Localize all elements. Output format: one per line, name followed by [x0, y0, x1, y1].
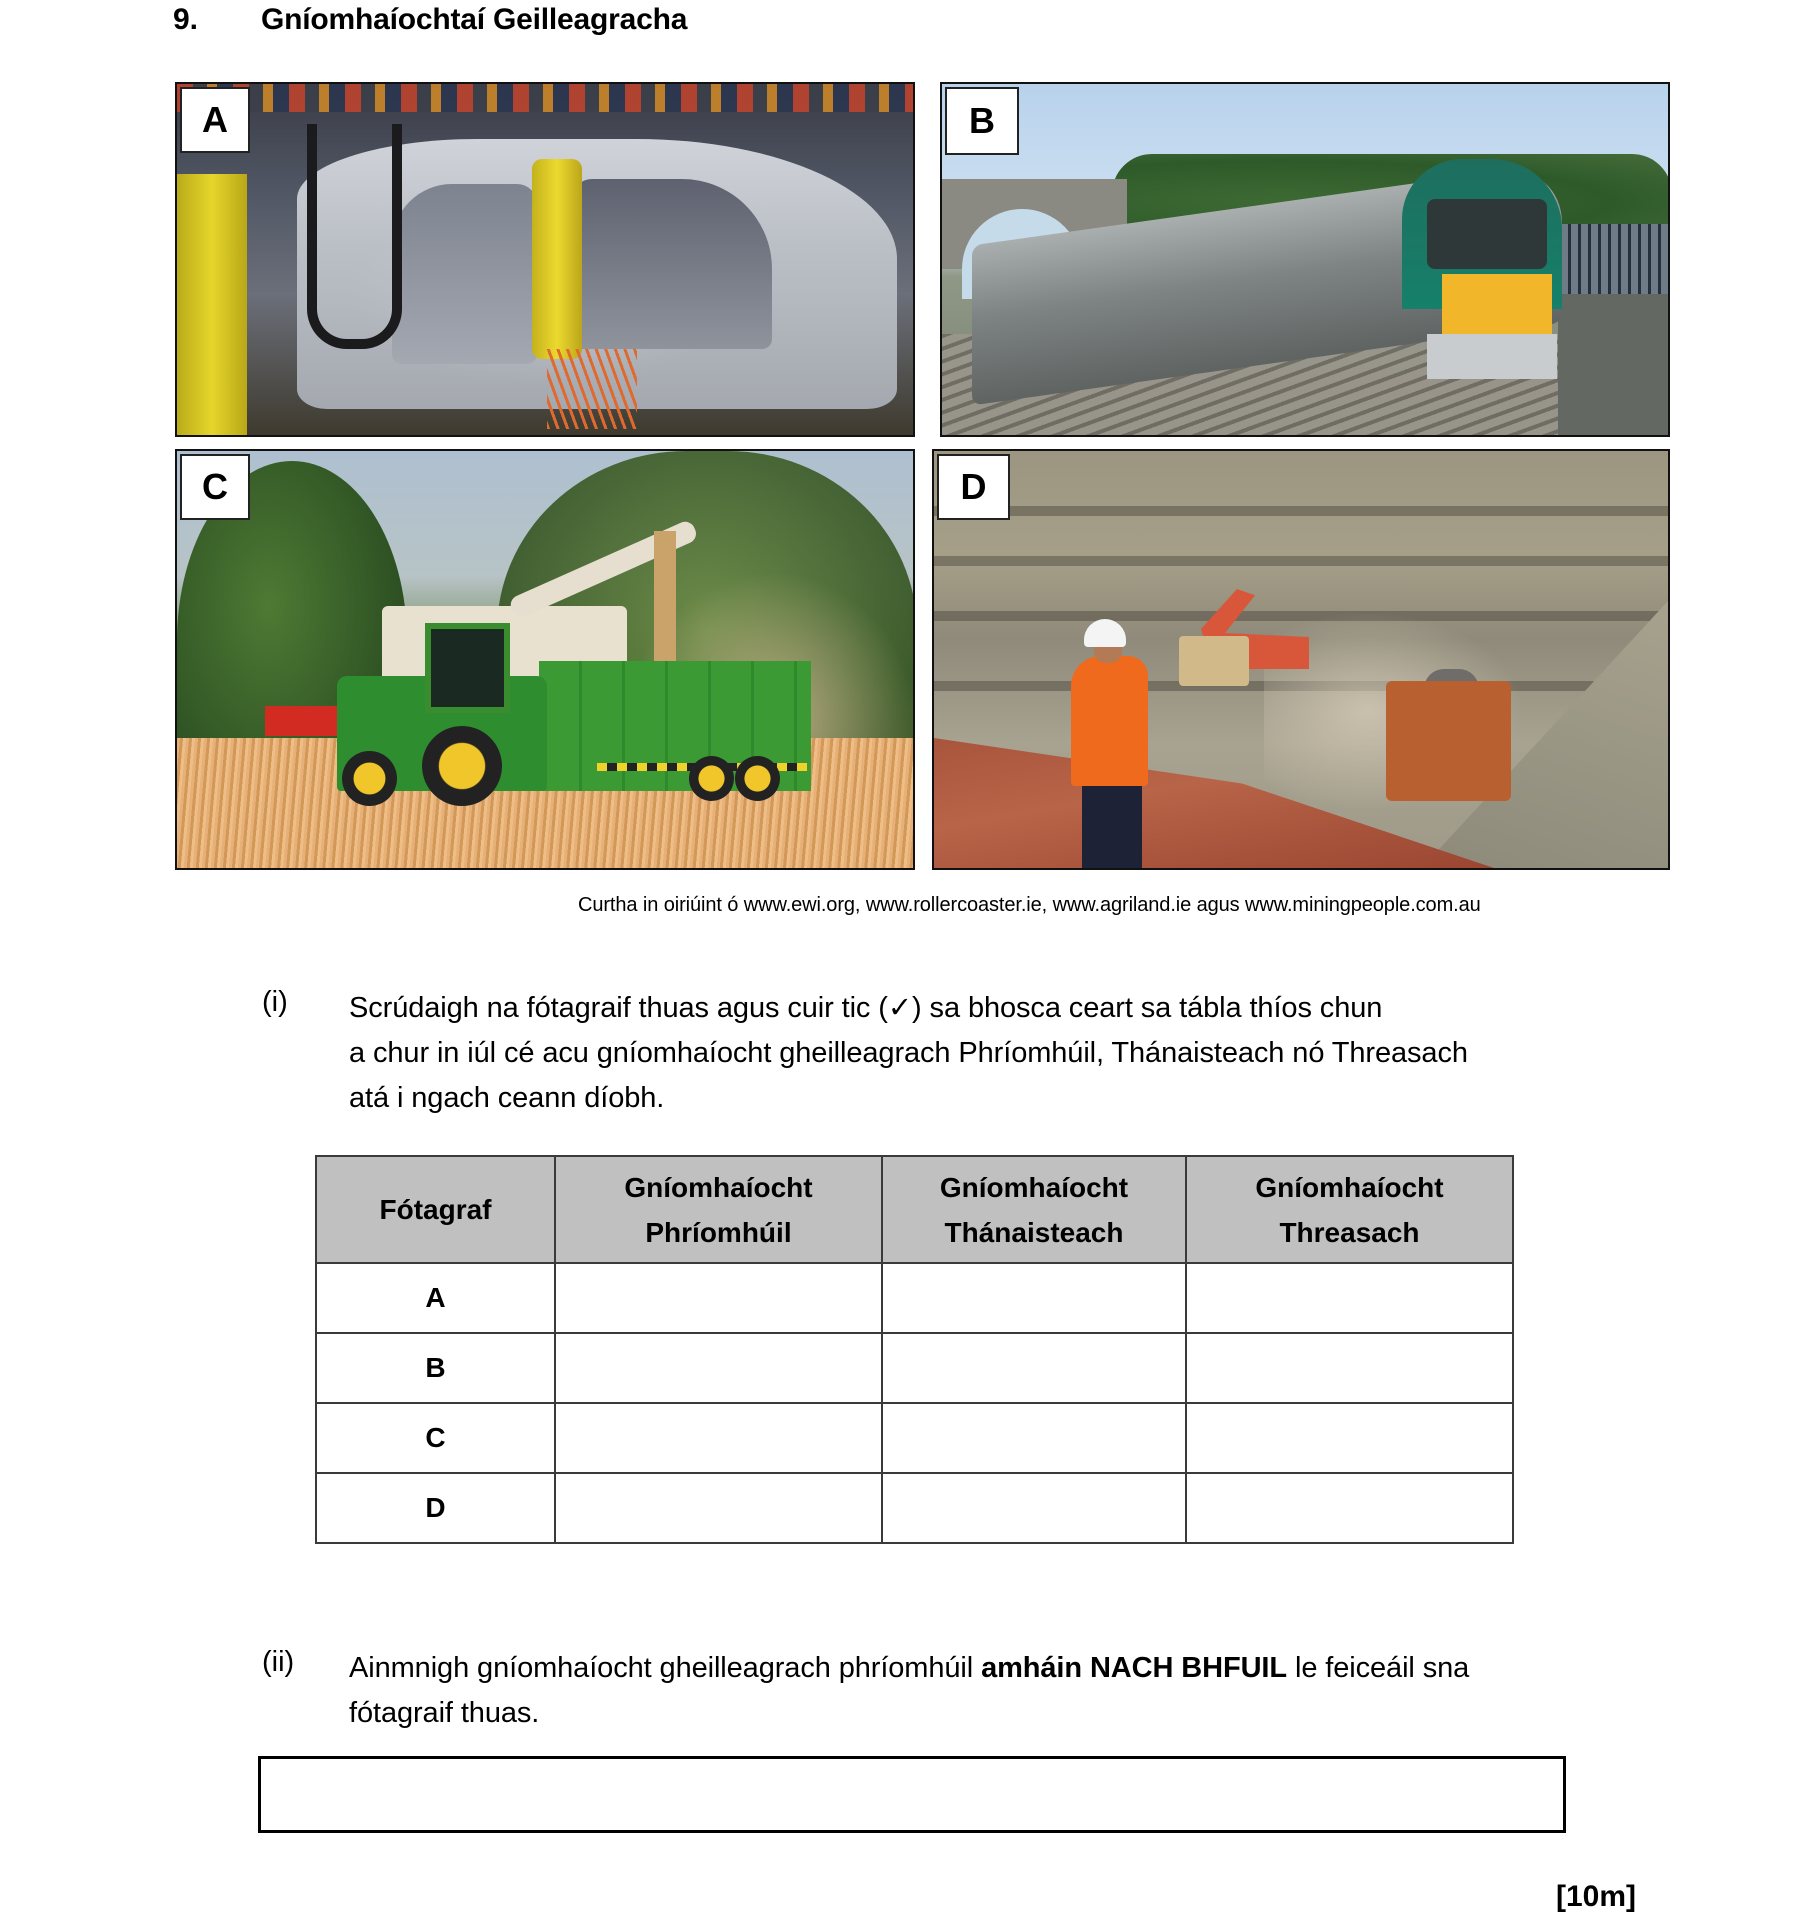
part-ii-text-emphasis: amháin NACH BHFUIL: [981, 1652, 1288, 1684]
tick-box-a-secondary[interactable]: [882, 1263, 1186, 1333]
tick-box-b-tertiary[interactable]: [1186, 1333, 1513, 1403]
tick-box-d-tertiary[interactable]: [1186, 1473, 1513, 1543]
header-photo-label: Fótagraf: [379, 1194, 492, 1225]
header-secondary: [882, 1156, 1186, 1263]
train-windscreen: [1427, 199, 1547, 269]
header-tertiary-line1: Gníomhaíocht: [1255, 1171, 1444, 1203]
header-photo: [316, 1156, 555, 1263]
robot-arm: [532, 159, 582, 359]
header-tertiary-line2: Threasach: [1279, 1216, 1420, 1248]
tick-box-a-primary[interactable]: [555, 1263, 882, 1333]
part-i-number: (i): [262, 986, 288, 1018]
haul-truck-small: [1179, 636, 1249, 686]
part-ii-number: (ii): [262, 1646, 295, 1678]
part-i-line-3: atá i ngach ceann díobh.: [349, 1082, 665, 1114]
table-row-a: [316, 1263, 1513, 1333]
tractor-cab: [425, 623, 510, 713]
part-ii-text: [349, 1646, 1669, 1736]
photo-label-b: B: [945, 87, 1019, 155]
tick-box-c-secondary[interactable]: [882, 1403, 1186, 1473]
factory-background: [177, 84, 913, 112]
tick-box-a-tertiary[interactable]: [1186, 1263, 1513, 1333]
platform-fence: [1558, 224, 1668, 304]
photo-a-car-factory: [175, 82, 915, 437]
train-yellow-front: [1442, 274, 1552, 334]
part-ii-text-post: le feiceáil sna: [1287, 1652, 1470, 1684]
tick-box-d-secondary[interactable]: [882, 1473, 1186, 1543]
car-rear-door-opening: [392, 184, 537, 364]
tick-box-c-primary[interactable]: [555, 1403, 882, 1473]
header-primary-line2: Phríomhúil: [645, 1216, 792, 1248]
header-secondary-line2: Thánaisteach: [944, 1216, 1124, 1248]
row-label-d: D: [316, 1473, 555, 1543]
table-header-row: [316, 1156, 1513, 1263]
pit-terrace: [934, 506, 1668, 516]
part-ii-line-2: fótagraif thuas.: [349, 1697, 540, 1729]
worker-hard-hat: [1084, 619, 1126, 647]
answer-box-part-ii[interactable]: [258, 1756, 1566, 1833]
part-i-text: [349, 986, 1669, 1121]
platform: [1558, 294, 1668, 437]
worker-legs: [1082, 781, 1142, 870]
trailer-wheel: [735, 756, 780, 801]
classification-table: [315, 1155, 1514, 1544]
part-i-line-1: Scrúdaigh na fótagraif thuas agus cuir tic (✓) sa bhosca ceart sa tábla thíos chun: [349, 992, 1383, 1024]
photo-label-c: C: [180, 454, 250, 520]
row-label-b: B: [316, 1333, 555, 1403]
train-bumper: [1427, 334, 1557, 379]
grain-stream: [654, 531, 676, 661]
part-ii-line-1: [349, 1646, 1669, 1691]
photo-b-train: [940, 82, 1670, 437]
photo-c-harvest: [175, 449, 915, 870]
photo-label-a: A: [180, 87, 250, 153]
image-credit: Curtha in oiriúint ó www.ewi.org, www.rollercoaster.ie, www.agriland.ie agus www.miningpeople.com.au: [578, 894, 1481, 916]
robot-arm-left: [177, 174, 247, 437]
tick-box-d-primary[interactable]: [555, 1473, 882, 1543]
header-tertiary: [1186, 1156, 1513, 1263]
part-ii-text-pre: Ainmnigh gníomhaíocht gheilleagrach phríomhúil: [349, 1652, 982, 1684]
tractor-rear-wheel: [422, 726, 502, 806]
pit-terrace: [934, 556, 1668, 566]
trailer-wheel: [689, 756, 734, 801]
question-title: Gníomhaíochtaí Geilleagracha: [261, 3, 688, 36]
row-label-a: A: [316, 1263, 555, 1333]
question-number: 9.: [173, 3, 199, 36]
header-primary-line1: Gníomhaíocht: [624, 1171, 813, 1203]
photo-label-d: D: [937, 454, 1010, 520]
table-row-b: [316, 1333, 1513, 1403]
tick-box-c-tertiary[interactable]: [1186, 1403, 1513, 1473]
header-secondary-line1: Gníomhaíocht: [939, 1171, 1129, 1203]
car-front-door-opening: [572, 179, 772, 349]
tick-box-b-secondary[interactable]: [882, 1333, 1186, 1403]
header-primary: [555, 1156, 882, 1263]
tractor-front-wheel: [342, 751, 397, 806]
robot-cable: [307, 124, 402, 349]
row-label-c: C: [316, 1403, 555, 1473]
table-row-c: [316, 1403, 1513, 1473]
part-i-line-2: a chur in iúl cé acu gníomhaíocht gheilleagrach Phríomhúil, Thánaisteach nó Threasach: [349, 1037, 1468, 1069]
table-row-d: [316, 1473, 1513, 1543]
marks-label: [10m]: [1556, 1880, 1637, 1913]
photo-d-mine: [932, 449, 1670, 870]
tick-box-b-primary[interactable]: [555, 1333, 882, 1403]
orange-wires: [547, 349, 637, 429]
worker-hi-vis-shirt: [1071, 656, 1148, 786]
haul-truck: [1386, 681, 1511, 801]
